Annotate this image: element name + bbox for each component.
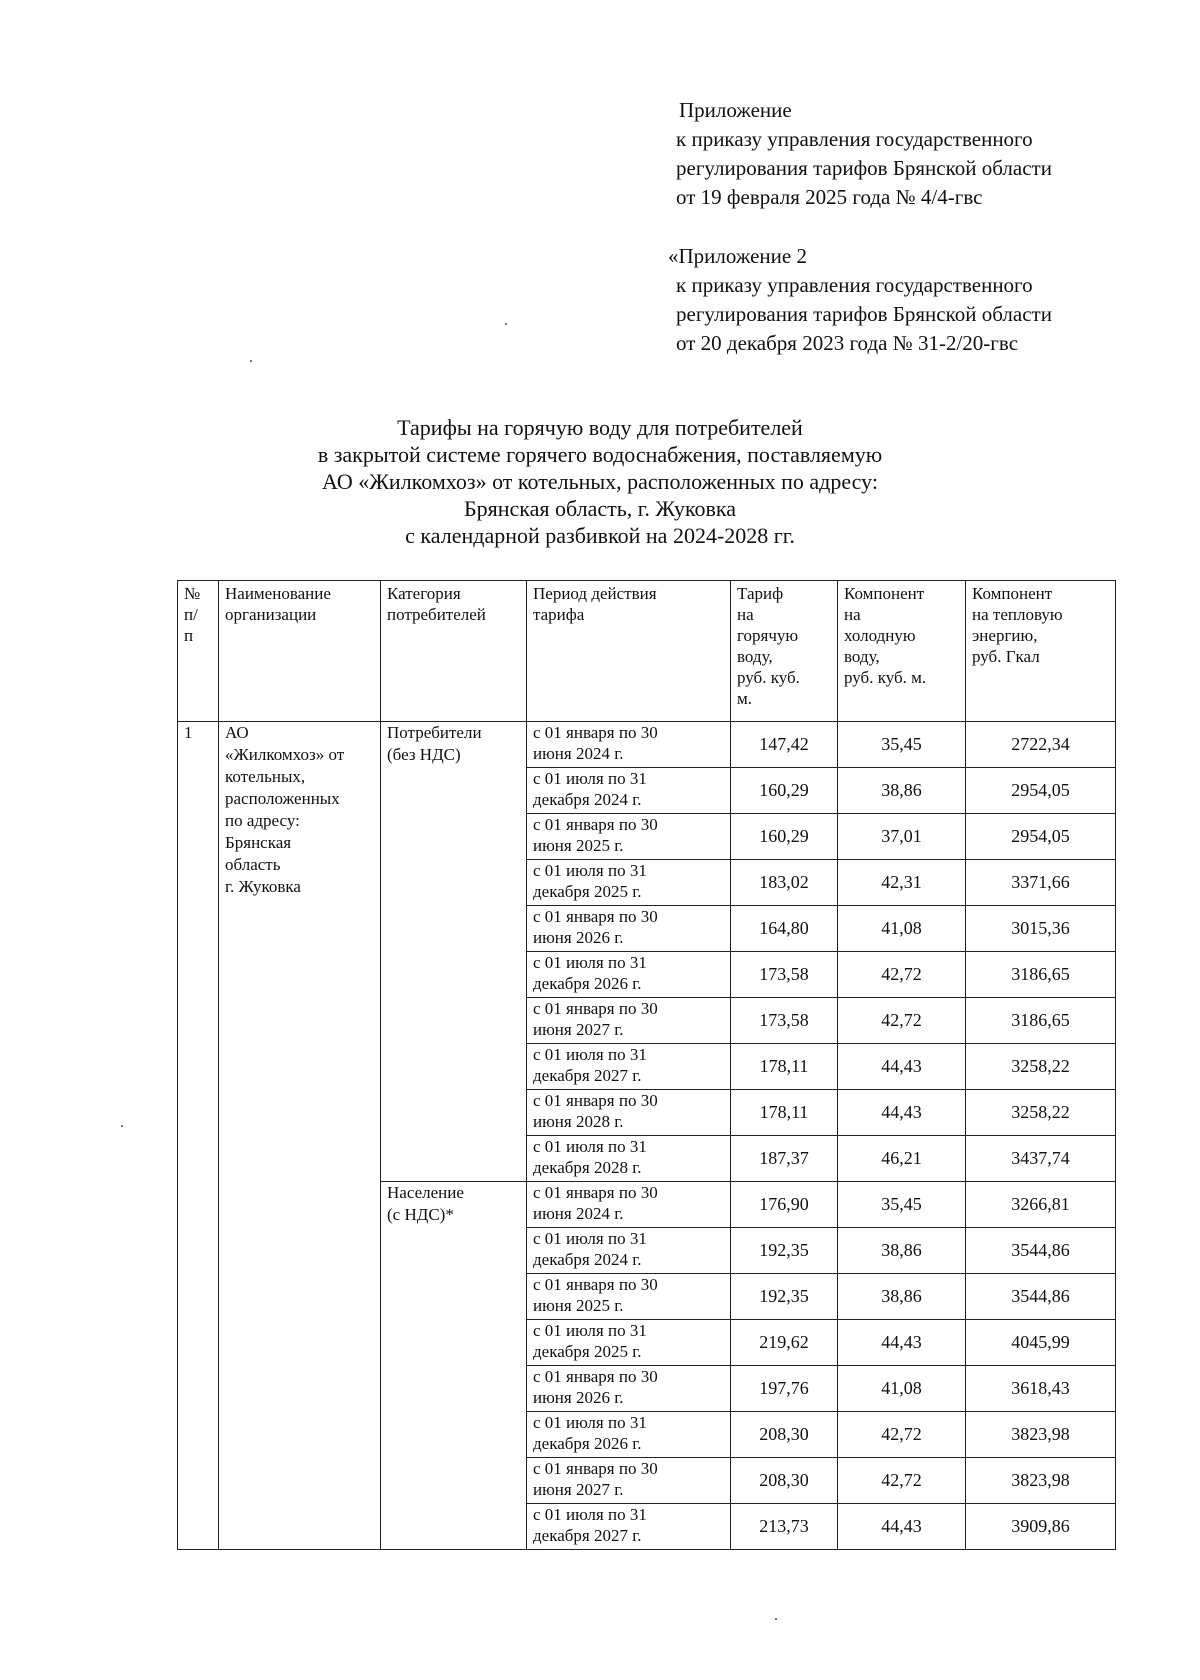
document-title: [0, 414, 1200, 549]
cell-line: по адресу:: [225, 811, 300, 830]
title-line: АО «Жилкомхоз» от котельных, расположенных по адресу:: [322, 469, 878, 494]
cell-line: горячую: [737, 626, 799, 645]
cold-water-value-cell: 38,86: [838, 768, 966, 814]
heat-energy-value-cell: 3258,22: [966, 1044, 1116, 1090]
cell-line: Категория: [387, 584, 461, 603]
heat-energy-value-cell: 2954,05: [966, 814, 1116, 860]
cell-line: с 01 июля по 31: [533, 1413, 647, 1432]
heat-energy-value-cell: 4045,99: [966, 1320, 1116, 1366]
period-cell: [527, 1090, 731, 1136]
cell-line: воду,: [737, 647, 773, 666]
cell-line: июня 2027 г.: [533, 1480, 624, 1499]
cold-water-value-cell: 38,86: [838, 1228, 966, 1274]
tariff-value-cell: 176,90: [731, 1182, 838, 1228]
header-period: [527, 581, 731, 722]
heat-energy-value-cell: 3371,66: [966, 860, 1116, 906]
appendix-line: «Приложение 2: [668, 244, 807, 268]
period-cell: [527, 1182, 731, 1228]
scan-speck: [505, 323, 507, 325]
tariff-value-cell: 173,58: [731, 952, 838, 998]
cell-line: июня 2024 г.: [533, 744, 624, 763]
cell-line: с 01 июля по 31: [533, 769, 647, 788]
cell-line: июня 2027 г.: [533, 1020, 624, 1039]
heat-energy-value-cell: 3186,65: [966, 998, 1116, 1044]
cold-water-value-cell: 42,72: [838, 1458, 966, 1504]
heat-energy-value-cell: 3544,86: [966, 1228, 1116, 1274]
header-tariff: [731, 581, 838, 722]
tariff-value-cell: 178,11: [731, 1044, 838, 1090]
appendix-line: регулирования тарифов Брянской области: [676, 302, 1052, 326]
header-organization: [219, 581, 381, 722]
heat-energy-value-cell: 2722,34: [966, 722, 1116, 768]
cell-line: с 01 июля по 31: [533, 1137, 647, 1156]
period-cell: [527, 814, 731, 860]
tariff-value-cell: 178,11: [731, 1090, 838, 1136]
cell-line: июня 2028 г.: [533, 1112, 624, 1131]
heat-energy-value-cell: 3437,74: [966, 1136, 1116, 1182]
period-cell: [527, 1228, 731, 1274]
organization-cell: [219, 722, 381, 1550]
period-cell: [527, 1366, 731, 1412]
cold-water-value-cell: 41,08: [838, 906, 966, 952]
period-cell: [527, 1136, 731, 1182]
cell-line: июня 2025 г.: [533, 836, 624, 855]
cell-line: (без НДС): [387, 745, 461, 764]
cell-line: Наименование: [225, 584, 331, 603]
heat-energy-value-cell: 3015,36: [966, 906, 1116, 952]
cell-line: с 01 января по 30: [533, 1275, 658, 1294]
cell-line: тарифа: [533, 605, 585, 624]
cell-line: АО: [225, 723, 249, 742]
appendix-line: к приказу управления государственного: [676, 127, 1033, 151]
cell-line: с 01 января по 30: [533, 723, 658, 742]
title-line: с календарной разбивкой на 2024-2028 гг.: [405, 523, 795, 548]
cell-line: №: [184, 584, 201, 603]
cell-line: декабря 2025 г.: [533, 1342, 642, 1361]
header-category: [381, 581, 527, 722]
cell-line: (с НДС)*: [387, 1205, 454, 1224]
heat-energy-value-cell: 3186,65: [966, 952, 1116, 998]
cell-line: декабря 2027 г.: [533, 1526, 642, 1545]
table-row: [178, 722, 1116, 768]
appendix-line: Приложение: [679, 98, 792, 122]
period-cell: [527, 860, 731, 906]
cell-line: Население: [387, 1183, 464, 1202]
cell-line: декабря 2025 г.: [533, 882, 642, 901]
appendix-line: регулирования тарифов Брянской области: [676, 156, 1052, 180]
period-cell: [527, 1458, 731, 1504]
scan-speck: [121, 1125, 123, 1127]
cell-line: м.: [737, 689, 753, 708]
cell-line: область: [225, 855, 281, 874]
appendix-line: к приказу управления государственного: [676, 273, 1033, 297]
period-cell: [527, 722, 731, 768]
tariff-value-cell: 173,58: [731, 998, 838, 1044]
cell-line: «Жилкомхоз» от: [225, 745, 345, 764]
cell-line: п: [184, 626, 194, 645]
cell-line: на тепловую: [972, 605, 1063, 624]
tariff-value-cell: 183,02: [731, 860, 838, 906]
heat-energy-value-cell: 3823,98: [966, 1412, 1116, 1458]
cell-line: декабря 2024 г.: [533, 1250, 642, 1269]
cell-line: декабря 2027 г.: [533, 1066, 642, 1085]
table-body: [178, 722, 1116, 1550]
cell-line: с 01 июля по 31: [533, 1229, 647, 1248]
row-number-cell: 1: [178, 722, 219, 1550]
category-cell: [381, 722, 527, 1182]
cell-line: п/: [184, 605, 198, 624]
period-cell: [527, 1412, 731, 1458]
cell-line: на: [844, 605, 861, 624]
cell-line: Тариф: [737, 584, 784, 603]
cell-line: с 01 января по 30: [533, 1459, 658, 1478]
period-cell: [527, 1274, 731, 1320]
cold-water-value-cell: 44,43: [838, 1320, 966, 1366]
cell-line: холодную: [844, 626, 916, 645]
cold-water-value-cell: 44,43: [838, 1044, 966, 1090]
cell-line: с 01 июля по 31: [533, 861, 647, 880]
tariff-value-cell: 208,30: [731, 1458, 838, 1504]
cell-line: с 01 июля по 31: [533, 1505, 647, 1524]
title-line: в закрытой системе горячего водоснабжения, поставляемую: [317, 442, 883, 467]
cold-water-value-cell: 42,72: [838, 952, 966, 998]
cell-line: руб. Гкал: [972, 647, 1040, 666]
cell-line: с 01 января по 30: [533, 815, 658, 834]
cold-water-value-cell: 41,08: [838, 1366, 966, 1412]
appendix-original-order: [668, 242, 1052, 358]
table-header-row: [178, 581, 1116, 722]
period-cell: [527, 906, 731, 952]
scan-speck: [250, 360, 252, 362]
scan-speck: [775, 1618, 777, 1620]
cold-water-value-cell: 44,43: [838, 1090, 966, 1136]
cell-line: июня 2025 г.: [533, 1296, 624, 1315]
cell-line: с 01 июля по 31: [533, 953, 647, 972]
cold-water-value-cell: 42,72: [838, 998, 966, 1044]
heat-energy-value-cell: 2954,05: [966, 768, 1116, 814]
tariff-value-cell: 192,35: [731, 1274, 838, 1320]
cell-line: с 01 января по 30: [533, 1091, 658, 1110]
cell-line: Брянская: [225, 833, 292, 852]
tariff-value-cell: 160,29: [731, 768, 838, 814]
tariff-value-cell: 208,30: [731, 1412, 838, 1458]
cold-water-value-cell: 46,21: [838, 1136, 966, 1182]
tariff-value-cell: 160,29: [731, 814, 838, 860]
cold-water-value-cell: 35,45: [838, 1182, 966, 1228]
cold-water-value-cell: 35,45: [838, 722, 966, 768]
cell-line: воду,: [844, 647, 880, 666]
heat-energy-value-cell: 3909,86: [966, 1504, 1116, 1550]
appendix-line: от 20 декабря 2023 года № 31-2/20-гвс: [676, 331, 1019, 355]
cell-line: июня 2026 г.: [533, 928, 624, 947]
header-heat-energy: [966, 581, 1116, 722]
cell-line: Компонент: [972, 584, 1053, 603]
cell-line: Компонент: [844, 584, 925, 603]
appendix-current-order: [676, 96, 1052, 212]
heat-energy-value-cell: 3266,81: [966, 1182, 1116, 1228]
tariff-value-cell: 197,76: [731, 1366, 838, 1412]
period-cell: [527, 1320, 731, 1366]
cell-line: на: [737, 605, 754, 624]
cell-line: Период действия: [533, 584, 657, 603]
tariff-value-cell: 187,37: [731, 1136, 838, 1182]
tariff-value-cell: 164,80: [731, 906, 838, 952]
title-line: Тарифы на горячую воду для потребителей: [397, 415, 803, 440]
heat-energy-value-cell: 3823,98: [966, 1458, 1116, 1504]
cell-line: июня 2026 г.: [533, 1388, 624, 1407]
heat-energy-value-cell: 3544,86: [966, 1274, 1116, 1320]
cell-line: руб. куб. м.: [844, 668, 927, 687]
cell-line: Потребители: [387, 723, 482, 742]
cell-line: с 01 января по 30: [533, 907, 658, 926]
cell-line: расположенных: [225, 789, 340, 808]
heat-energy-value-cell: 3258,22: [966, 1090, 1116, 1136]
period-cell: [527, 998, 731, 1044]
period-cell: [527, 952, 731, 998]
cold-water-value-cell: 42,72: [838, 1412, 966, 1458]
period-cell: [527, 768, 731, 814]
cell-line: с 01 января по 30: [533, 999, 658, 1018]
cold-water-value-cell: 37,01: [838, 814, 966, 860]
cell-line: г. Жуковка: [225, 877, 301, 896]
cell-line: потребителей: [387, 605, 486, 624]
cold-water-value-cell: 42,31: [838, 860, 966, 906]
tariff-value-cell: 219,62: [731, 1320, 838, 1366]
heat-energy-value-cell: 3618,43: [966, 1366, 1116, 1412]
period-cell: [527, 1044, 731, 1090]
cell-line: декабря 2026 г.: [533, 1434, 642, 1453]
cold-water-value-cell: 44,43: [838, 1504, 966, 1550]
cell-line: организации: [225, 605, 317, 624]
title-line: Брянская область, г. Жуковка: [463, 496, 737, 521]
tariff-value-cell: 213,73: [731, 1504, 838, 1550]
cell-line: энергию,: [972, 626, 1038, 645]
cell-line: декабря 2024 г.: [533, 790, 642, 809]
cell-line: с 01 января по 30: [533, 1367, 658, 1386]
tariff-value-cell: 192,35: [731, 1228, 838, 1274]
cold-water-value-cell: 38,86: [838, 1274, 966, 1320]
cell-line: с 01 июля по 31: [533, 1045, 647, 1064]
cell-line: руб. куб.: [737, 668, 800, 687]
header-row-number: [178, 581, 219, 722]
period-cell: [527, 1504, 731, 1550]
header-cold-water: [838, 581, 966, 722]
cell-line: декабря 2026 г.: [533, 974, 642, 993]
tariff-value-cell: 147,42: [731, 722, 838, 768]
cell-line: июня 2024 г.: [533, 1204, 624, 1223]
cell-line: с 01 июля по 31: [533, 1321, 647, 1340]
category-cell: [381, 1182, 527, 1550]
appendix-line: от 19 февраля 2025 года № 4/4-гвс: [676, 185, 983, 209]
tariff-table: [177, 580, 1116, 1550]
cell-line: декабря 2028 г.: [533, 1158, 642, 1177]
cell-line: котельных,: [225, 767, 306, 786]
cell-line: с 01 января по 30: [533, 1183, 658, 1202]
